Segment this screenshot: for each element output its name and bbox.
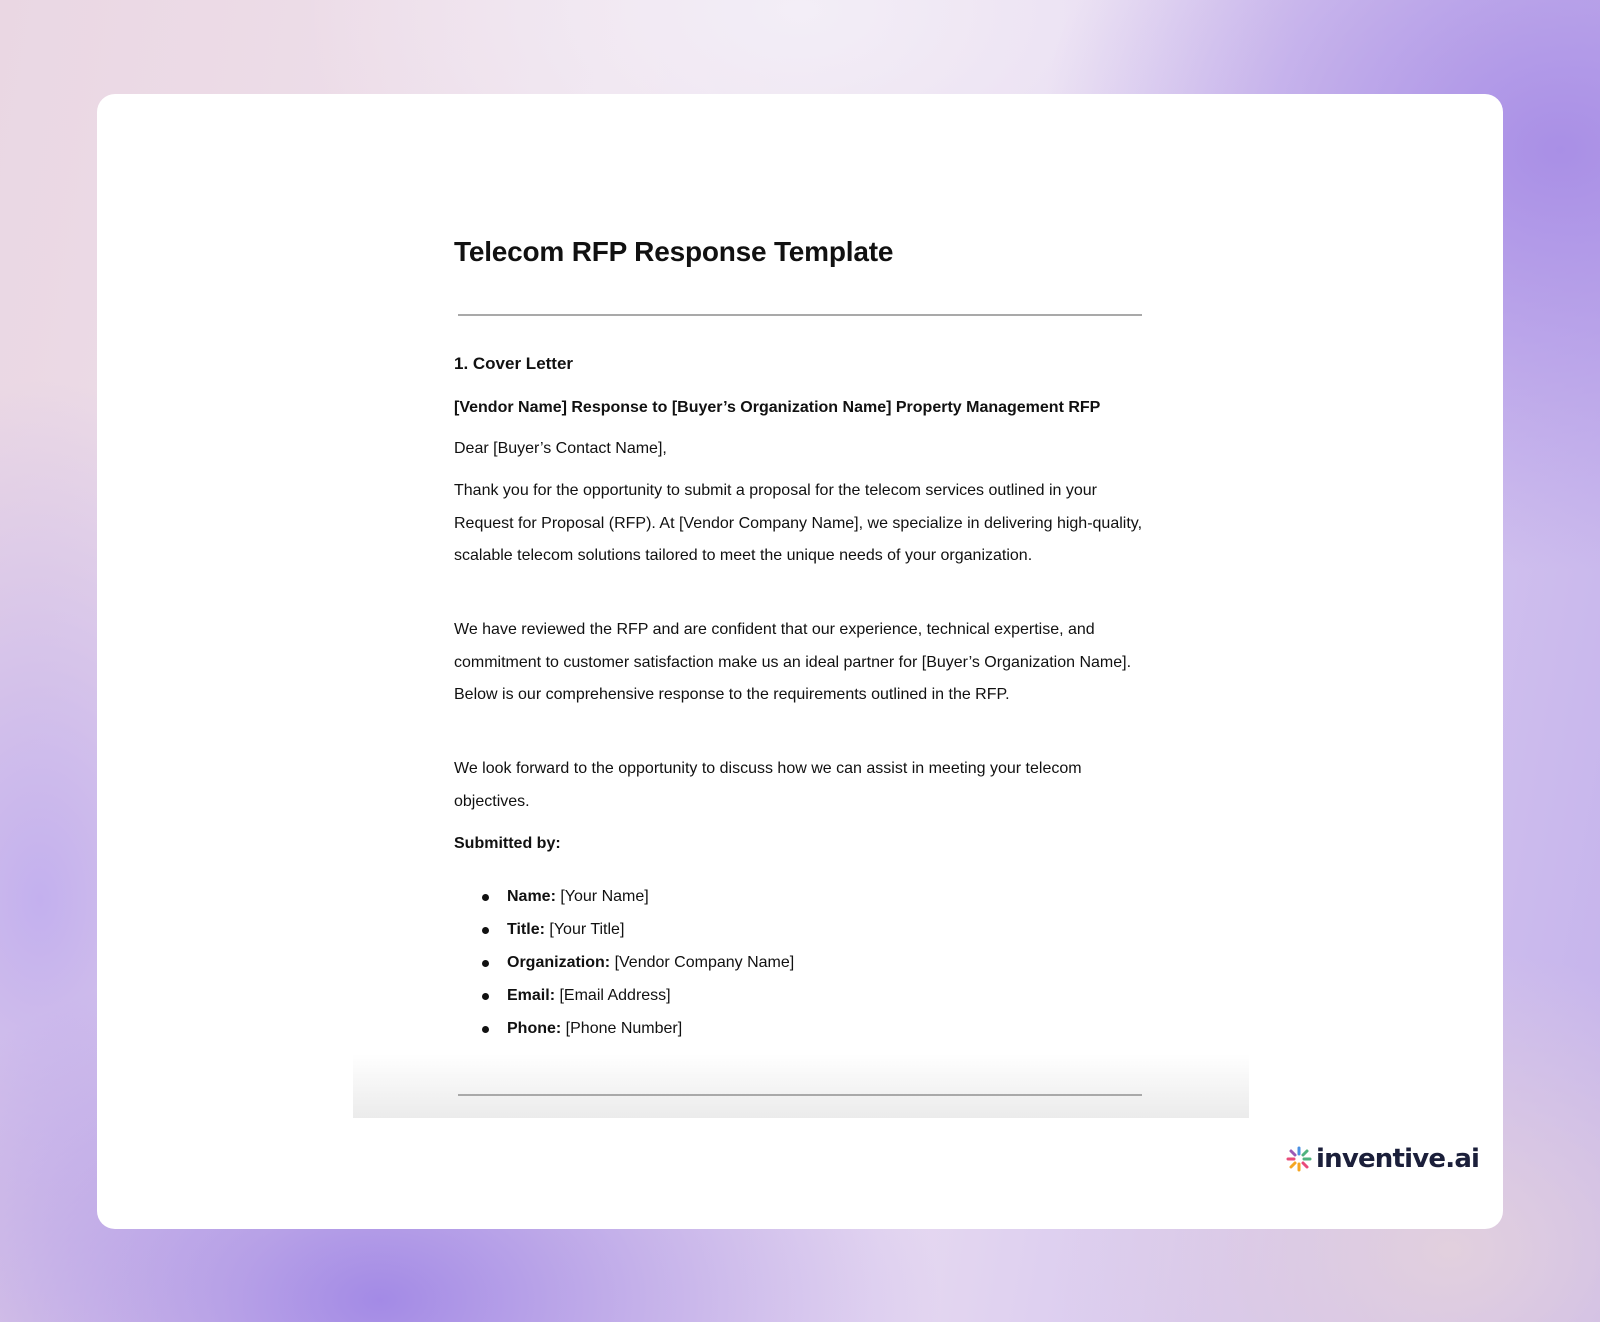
contact-label: Name: [507, 888, 556, 905]
sparkle-burst-icon [1286, 1146, 1312, 1172]
contact-value: [Your Title] [549, 921, 625, 938]
contact-item-title [454, 913, 794, 946]
bullet-icon [482, 894, 489, 901]
bullet-icon [482, 993, 489, 1000]
submitted-by-label: Submitted by: [454, 835, 561, 852]
section-end-divider [458, 1094, 1142, 1096]
contact-item-phone [454, 1012, 794, 1045]
brand-logo [1286, 1139, 1479, 1179]
contact-label: Phone: [507, 1020, 562, 1037]
salutation: Dear [Buyer’s Contact Name], [454, 440, 667, 457]
document-title: Telecom RFP Response Template [454, 236, 894, 267]
contact-value: [Vendor Company Name] [614, 954, 795, 971]
paragraph-intro: Thank you for the opportunity to submit a proposal for the telecom services outlined in your Request for Proposal (RFP). At [Vendor Company Name], we specialize in delivering high-quality, scalable telecom solutions tailored to meet the unique needs of your organization. [454, 482, 1143, 564]
contact-label: Organization: [507, 954, 611, 971]
bullet-icon [482, 927, 489, 934]
contact-value: [Phone Number] [565, 1020, 683, 1037]
contact-item-organization [454, 946, 794, 979]
paragraph-confidence: We have reviewed the RFP and are confident that our experience, technical expertise, and commitment to customer satisfaction make us an ideal partner for [Buyer’s Organization Name]. Below is our comprehensive response to the requirements outlined in the RFP. [454, 621, 1132, 703]
contact-value: [Email Address] [559, 987, 671, 1004]
document-fade-overlay [353, 1054, 1249, 1118]
paragraph-closing: We look forward to the opportunity to discuss how we can assist in meeting your telecom objectives. [454, 760, 1082, 810]
brand-logo-text: inventive.ai [1316, 1144, 1480, 1174]
contact-value: [Your Name] [560, 888, 649, 905]
bullet-icon [482, 1026, 489, 1033]
contact-item-name [454, 880, 794, 913]
contact-list [454, 880, 794, 1045]
subject-line: [Vendor Name] Response to [Buyer’s Organization Name] Property Management RFP [454, 399, 1101, 416]
contact-label: Title: [507, 921, 545, 938]
section-heading: 1. Cover Letter [454, 354, 574, 373]
contact-label: Email: [507, 987, 556, 1004]
bullet-icon [482, 960, 489, 967]
template-card [97, 94, 1503, 1229]
contact-item-email [454, 979, 794, 1012]
title-divider [458, 314, 1142, 316]
